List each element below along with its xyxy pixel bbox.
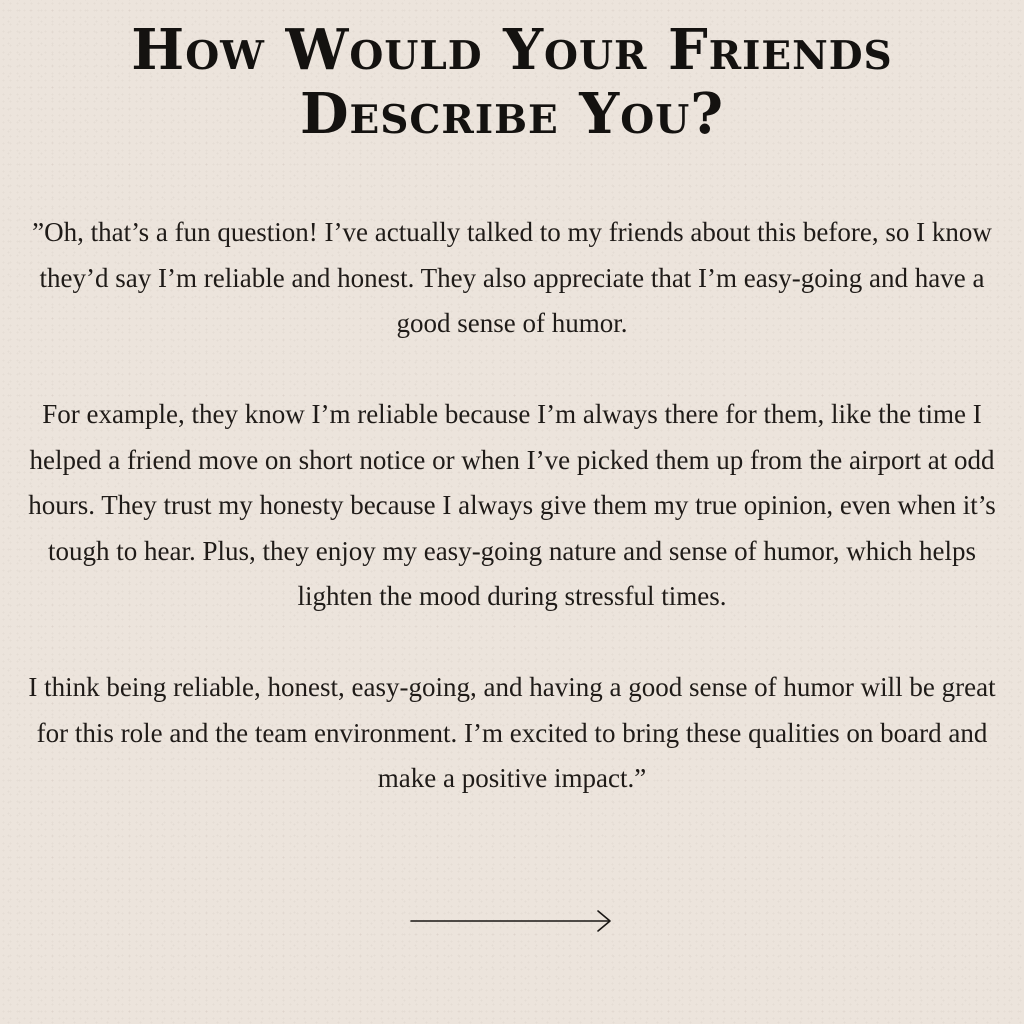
- answer-paragraph-2: For example, they know I’m reliable because I’m always there for them, like the time I helped a friend move on short notice or when I’ve picked them up from the airport at odd hours. They trust my honesty because I always give them my true opinion, even when it’s tough to hear. Plus, they enjoy my easy-going nature and sense of humor, which helps lighten the mood during stressful times.: [28, 399, 996, 611]
- page-title: [0, 18, 1024, 146]
- answer-paragraph-3: I think being reliable, honest, easy-going, and having a good sense of humor will be great for this role and the team environment. I’m excited to bring these qualities on board and make a positive impact.”: [28, 672, 996, 793]
- answer-paragraph-1: ”Oh, that’s a fun question! I’ve actually talked to my friends about this before, so I know they’d say I’m reliable and honest. They also appreciate that I’m easy-going and have a good sense of humor.: [32, 217, 992, 338]
- right-arrow-icon[interactable]: [410, 906, 616, 936]
- answer-text: [24, 210, 1000, 802]
- page-title-line-2: Describe You?: [299, 81, 725, 147]
- page-title-line-1: How Would Your Friends: [131, 17, 893, 83]
